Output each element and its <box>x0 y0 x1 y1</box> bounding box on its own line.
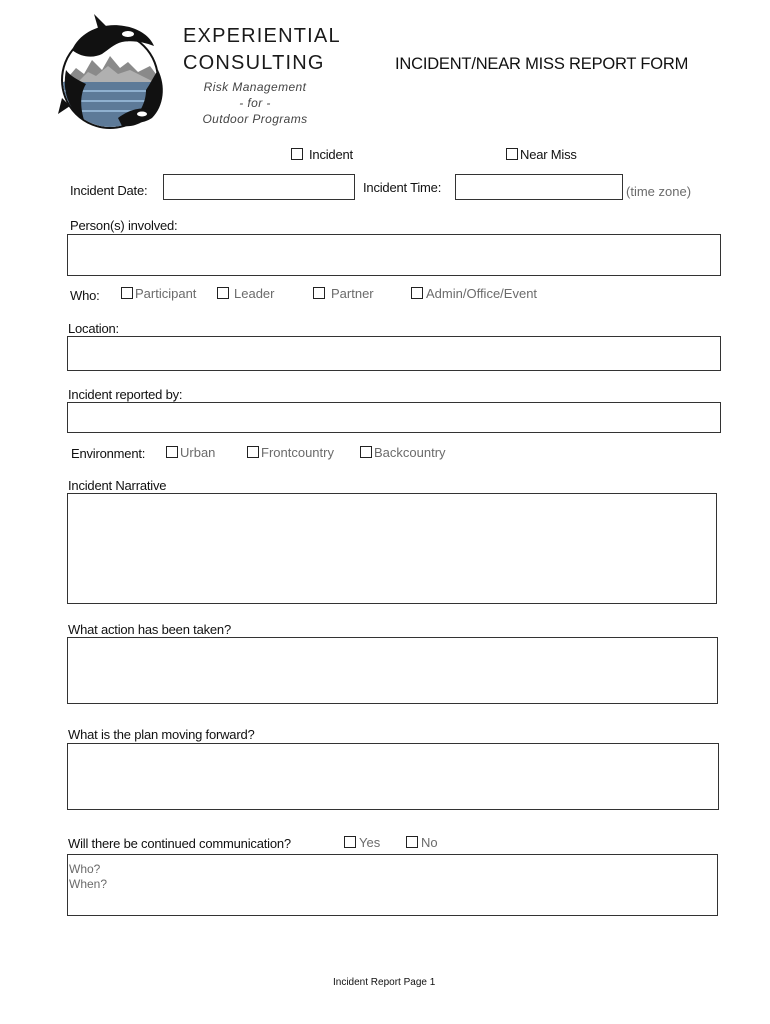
incident-time-field[interactable] <box>455 174 623 200</box>
incident-time-label: Incident Time: <box>363 180 442 195</box>
action-field[interactable] <box>67 637 718 704</box>
who-leader-checkbox[interactable] <box>217 287 229 299</box>
who-participant-label: Participant <box>135 286 197 301</box>
location-field[interactable] <box>67 336 721 371</box>
narrative-field[interactable] <box>67 493 717 604</box>
environment-urban-checkbox[interactable] <box>166 446 178 458</box>
orca-logo-icon <box>58 10 168 132</box>
who-leader-label: Leader <box>234 286 275 301</box>
form-title: INCIDENT/NEAR MISS REPORT FORM <box>395 55 689 73</box>
who-partner-label: Partner <box>331 286 374 301</box>
environment-backcountry-checkbox[interactable] <box>360 446 372 458</box>
environment-backcountry-label: Backcountry <box>374 445 446 460</box>
incident-date-label: Incident Date: <box>70 183 148 198</box>
logo-subtitle-3: Outdoor Programs <box>202 112 308 126</box>
reported-by-field[interactable] <box>67 402 721 433</box>
communication-label: Will there be continued communication? <box>68 836 291 851</box>
communication-who-hint: Who? <box>69 862 101 876</box>
plan-label: What is the plan moving forward? <box>68 727 255 742</box>
persons-involved-field[interactable] <box>67 234 721 276</box>
logo-subtitle-1: Risk Management <box>203 80 307 94</box>
logo-title-line1: EXPERIENTIAL <box>183 25 341 47</box>
who-participant-checkbox[interactable] <box>121 287 133 299</box>
near-miss-checkbox[interactable] <box>506 148 518 160</box>
environment-frontcountry-label: Frontcountry <box>261 445 334 460</box>
near-miss-checkbox-label: Near Miss <box>520 147 577 162</box>
logo-title-line2: CONSULTING <box>183 52 325 74</box>
environment-urban-label: Urban <box>180 445 216 460</box>
who-label: Who: <box>70 288 100 303</box>
environment-label: Environment: <box>71 446 146 461</box>
communication-when-hint: When? <box>69 877 108 891</box>
who-admin-checkbox[interactable] <box>411 287 423 299</box>
communication-yes-checkbox[interactable] <box>344 836 356 848</box>
company-logo <box>58 10 168 132</box>
communication-no-label: No <box>421 835 438 850</box>
logo-subtitle-2: - for - <box>239 96 271 110</box>
location-label: Location: <box>68 321 119 336</box>
who-admin-label: Admin/Office/Event <box>426 286 538 301</box>
communication-yes-label: Yes <box>359 835 381 850</box>
persons-involved-label: Person(s) involved: <box>70 218 178 233</box>
who-partner-checkbox[interactable] <box>313 287 325 299</box>
incident-checkbox-label: Incident <box>309 147 353 162</box>
communication-no-checkbox[interactable] <box>406 836 418 848</box>
incident-checkbox[interactable] <box>291 148 303 160</box>
environment-frontcountry-checkbox[interactable] <box>247 446 259 458</box>
narrative-label: Incident Narrative <box>68 478 167 493</box>
reported-by-label: Incident reported by: <box>68 387 183 402</box>
time-zone-hint: (time zone) <box>626 184 692 199</box>
communication-details-field[interactable] <box>67 854 718 916</box>
page-footer: Incident Report Page 1 <box>333 977 436 988</box>
plan-field[interactable] <box>67 743 719 810</box>
action-label: What action has been taken? <box>68 622 231 637</box>
incident-date-field[interactable] <box>163 174 355 200</box>
